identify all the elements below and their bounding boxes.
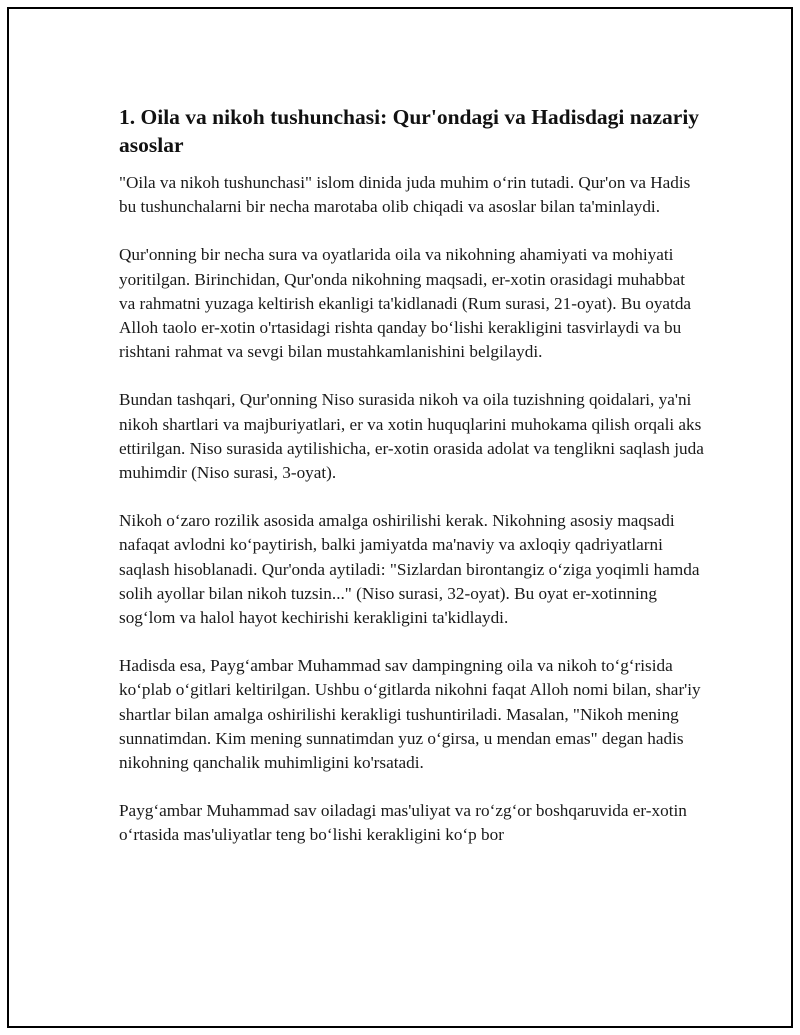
paragraph-niso-rules: Bundan tashqari, Qur'onning Niso surasida nikoh va oila tuzishning qoidalari, ya'ni nikoh shartlari va majburiyatlari, er va xotin huquqlarini muhokama qilish orqali aks ettirilgan. Niso surasida aytilishicha, er-xotin orasida adolat va tenglikni saqlash juda muhimdir (Niso surasi, 3-oyat). [119, 390, 704, 483]
paragraph-mutual-consent: Nikoh o‘zaro rozilik asosida amalga oshirilishi kerak. Nikohning asosiy maqsadi nafaqat avlodni ko‘paytirish, balki jamiyatda ma'naviy va axloqiy qadriyatlarni saqlash hisoblanadi. Qur'onda aytiladi: "Sizlardan birontangiz o‘ziga yoqimli hamda solih ayollar bilan nikoh tuzsin..." (Niso surasi, 32-oyat). Bu oyat er-xotinning sog‘lom va halol hayot kechirishi kerakligini ta'kidlaydi. [119, 511, 700, 628]
paragraph-intro: "Oila va nikoh tushunchasi" islom dinida juda muhim o‘rin tutadi. Qur'on va Hadis bu tushunchalarni bir necha marotaba olib chiqadi va asoslar bilan ta'minlaydi. [119, 173, 691, 217]
paragraph-quran-purpose: Qur'onning bir necha sura va oyatlarida oila va nikohning ahamiyati va mohiyati yoritilgan. Birinchidan, Qur'onda nikohning maqsadi, er-xotin orasidagi muhabbat va rahmatni yuzaga keltirish ekanligi ta'kidlanadi (Rum surasi, 21-oyat). Bu oyatda Alloh taolo er-xotin o'rtasidagi rishta qanday bo‘lishi kerakligini tasvirlaydi va bu rishtani rahmat va sevgi bilan mustahkamlanishini belgilaydi. [119, 245, 692, 362]
section-heading: 1. Oila va nikoh tushunchasi: Qur'ondagi va Hadisdagi nazariy asoslar [119, 105, 700, 157]
page-frame [7, 7, 793, 1028]
paragraph-responsibility: Payg‘ambar Muhammad sav oiladagi mas'uliyat va ro‘zg‘or boshqaruvida er-xotin o‘rtasida mas'uliyatlar teng bo‘lishi kerakligini ko‘p bor [119, 801, 687, 845]
paragraph-hadith: Hadisda esa, Payg‘ambar Muhammad sav dampingning oila va nikoh to‘g‘risida ko‘plab o‘gitlari keltirilgan. Ushbu o‘gitlarda nikohni faqat Alloh nomi bilan, shar'iy shartlar bilan amalga oshirilishi kerakligi tushuntiriladi. Masalan, "Nikoh mening sunnatimdan. Kim mening sunnatimdan yuz o‘girsa, u mendan emas" degan hadis nikohning qanchalik muhimligini ko'rsatadi. [119, 656, 701, 773]
document-body [119, 103, 704, 872]
